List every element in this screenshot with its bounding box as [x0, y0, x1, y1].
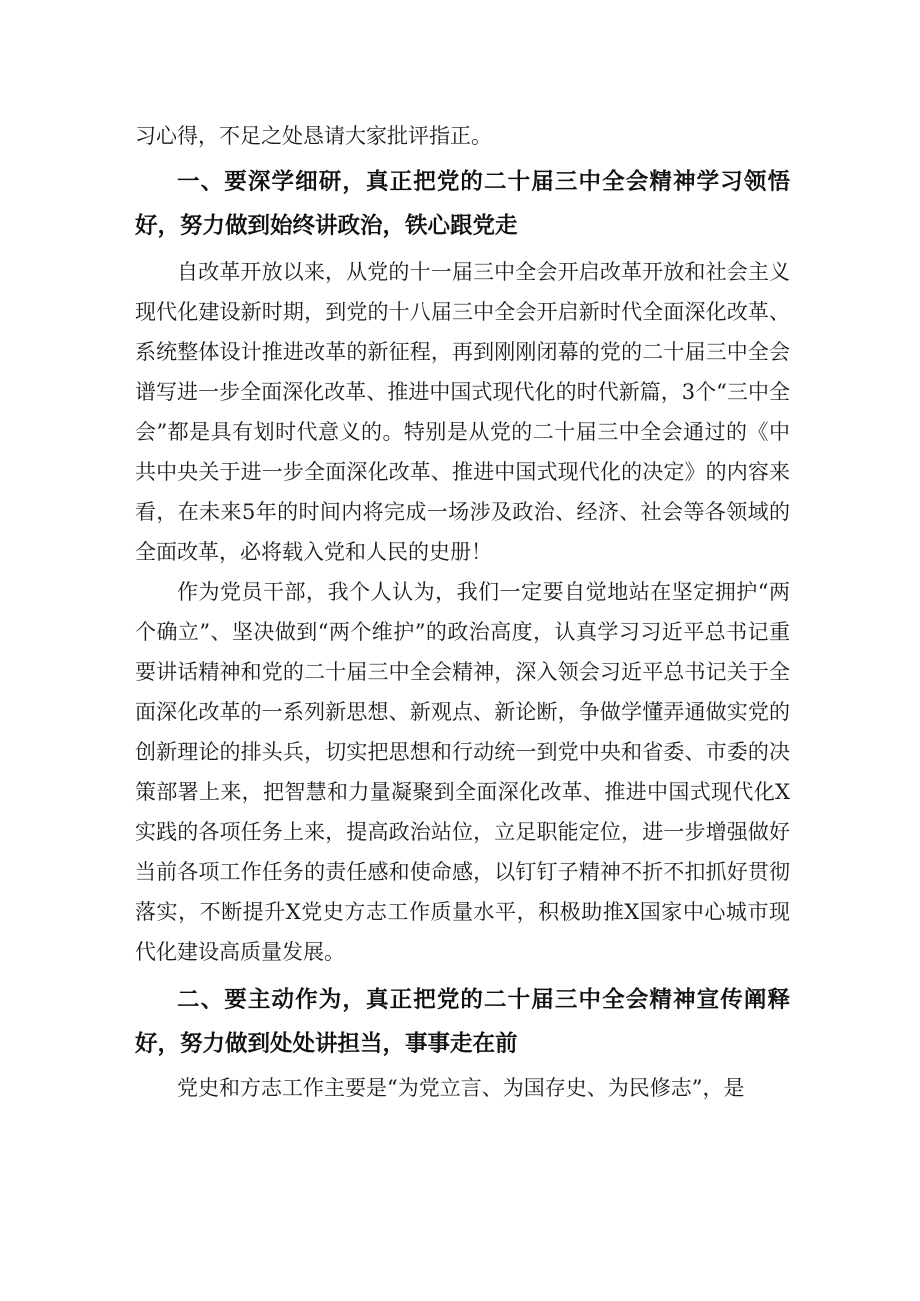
section1-paragraph-1: 自改革开放以来，从党的十一届三中全会开启改革开放和社会主义现代化建设新时期，到党的十八届三中全会开启新时代全面深化改革、系统整体设计推进改革的新征程，再到刚刚闭幕的党的二十届三中全会谱写进一步全面深化改革、推进中国式现代化的时代新篇，3个“三中全会”都是具有划时代意义的。特别是从党的二十届三中全会通过的《中共中央关于进一步全面深化改革、推进中国式现代化的决定》的内容来看，在未来5年的时间内将完成一场涉及政治、经济、社会等各领域的全面改革，必将载入党和人民的史册！ [135, 260, 790, 564]
document-page [135, 116, 790, 1108]
section-heading-1: 一、要深学细研，真正把党的二十届三中全会精神学习领悟好，努力做到始终讲政治，铁心跟党走 [135, 169, 790, 239]
section-heading-2: 二、要主动作为，真正把党的二十届三中全会精神宣传阐释好，努力做到处处讲担当，事事走在前 [135, 987, 790, 1057]
intro-paragraph-tail: 习心得，不足之处恳请大家批评指正。 [135, 124, 492, 148]
section1-paragraph-2: 作为党员干部，我个人认为，我们一定要自觉地站在坚定拥护“两个确立”、坚决做到“两个维护”的政治高度，认真学习习近平总书记重要讲话精神和党的二十届三中全会精神，深入领会习近平总书记关于全面深化改革的一系列新思想、新观点、新论断，争做学懂弄通做实党的创新理论的排头兵，切实把思想和行动统一到党中央和省委、市委的决策部署上来，把智慧和力量凝聚到全面深化改革、推进中国式现代化X实践的各项任务上来，提高政治站位，立足职能定位，进一步增强做好当前各项工作任务的责任感和使命感，以钉钉子精神不折不扣抓好贯彻落实，不断提升X党史方志工作质量水平，积极助推X国家中心城市现代化建设高质量发展。 [135, 580, 790, 964]
section2-paragraph-1: 党史和方志工作主要是“为党立言、为国存史、为民修志”，是 [177, 1076, 745, 1100]
